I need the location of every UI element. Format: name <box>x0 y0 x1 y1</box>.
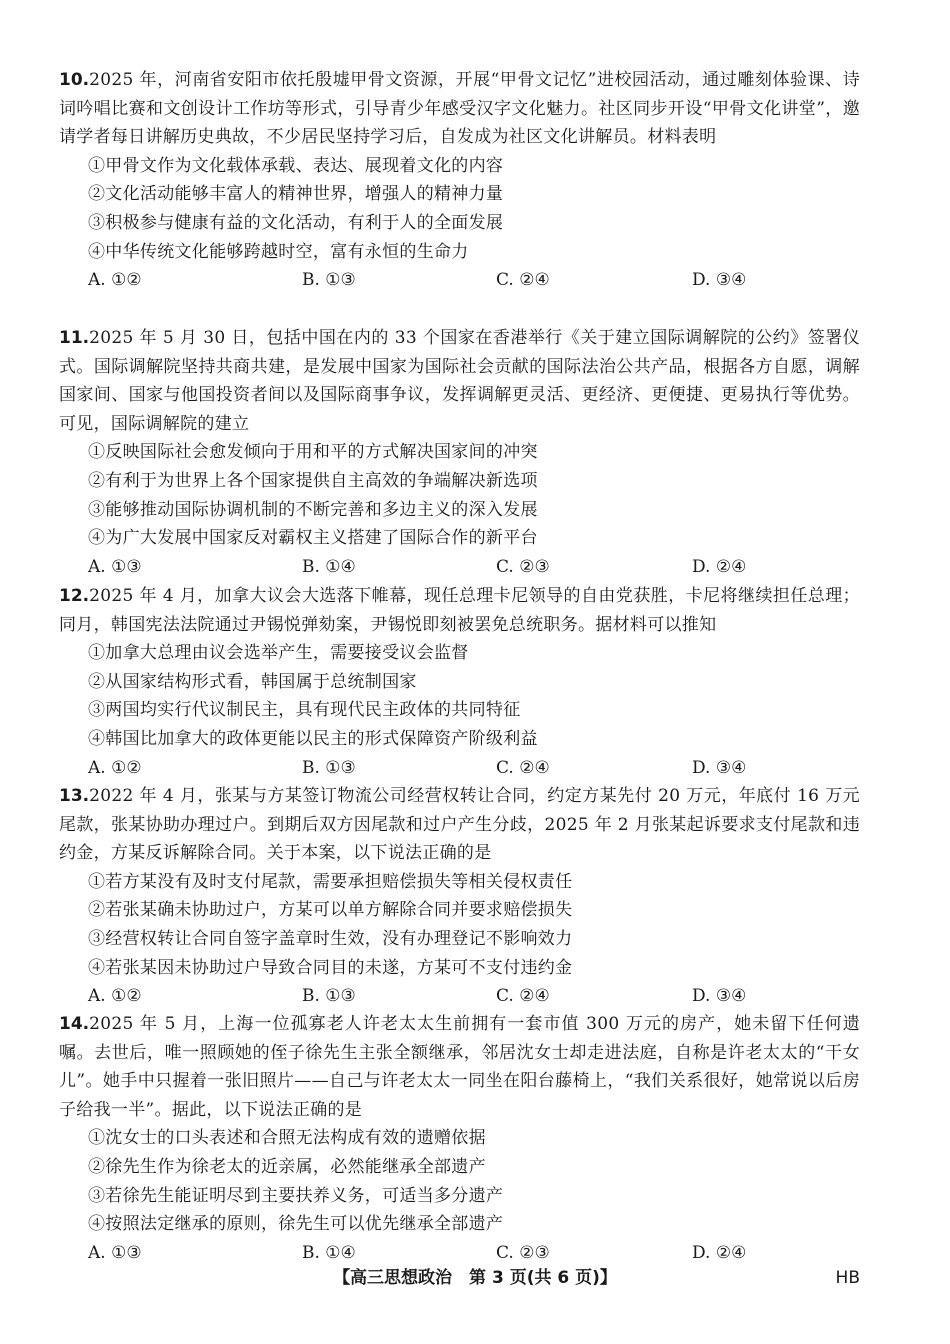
footer-title: 【高三思想政治 第 3 页(共 6 页)】 <box>333 1268 617 1288</box>
option-a[interactable]: A. ①② <box>88 757 142 778</box>
question-text: 2025 年，河南省安阳市依托殷墟甲骨文资源，开展“甲骨文记忆”进校园活动，通过雕刻体验课、诗词吟唱比赛和文创设计工作坊等形式，引导青少年感受汉字文化魅力。社区同步开设“甲骨文化讲堂”，邀请学者每日讲解历史典故，不少居民坚持学习后，自发成为社区文化讲解员。材料表明 <box>59 70 860 148</box>
question-number: 10. <box>59 70 90 90</box>
option-d[interactable]: D. ②④ <box>692 1242 747 1263</box>
question-stem <box>59 324 860 438</box>
question-stem <box>59 782 860 868</box>
statement-1: ①甲骨文作为文化载体承载、表达、展现着文化的内容 <box>88 155 504 176</box>
question-13 <box>59 782 860 1011</box>
answer-options <box>88 982 860 1011</box>
statement-4: ④韩国比加拿大的政体更能以民主的形式保障资产阶级利益 <box>88 728 538 749</box>
statement-2: ②有利于为世界上各个国家提供自主高效的争端解决新选项 <box>88 470 538 491</box>
statement-2: ②若张某确未协助过户，方某可以单方解除合同并要求赔偿损失 <box>88 900 573 921</box>
statement-1: ①反映国际社会愈发倾向于用和平的方式解决国家间的冲突 <box>88 442 538 463</box>
question-10 <box>59 66 860 295</box>
option-c[interactable]: C. ②③ <box>496 1242 550 1263</box>
question-number: 14. <box>59 1014 90 1034</box>
answer-options <box>88 553 860 582</box>
statement-4: ④为广大发展中国家反对霸权主义搭建了国际合作的新平台 <box>88 528 538 549</box>
statement-3: ③经营权转让合同自签字盖章时生效，没有办理登记不影响效力 <box>88 928 573 949</box>
question-text: 2025 年 4 月，加拿大议会大选落下帷幕，现任总理卡尼领导的自由党获胜，卡尼将继续担任总理；同月，韩国宪法法院通过尹锡悦弹劾案，尹锡悦即刻被罢免总统职务。据材料可以推知 <box>59 586 860 635</box>
statement-1: ①沈女士的口头表述和合照无法构成有效的遗赠依据 <box>88 1128 486 1149</box>
statement-1: ①若方某没有及时支付尾款，需要承担赔偿损失等相关侵权责任 <box>88 871 573 892</box>
statement-4: ④若张某因未协助过户导致合同目的未遂，方某可不支付违约金 <box>88 957 573 978</box>
answer-options <box>88 266 860 295</box>
statement-3: ③能够推动国际协调机制的不断完善和多边主义的深入发展 <box>88 499 538 520</box>
statement-3: ③积极参与健康有益的文化活动，有利于人的全面发展 <box>88 212 504 233</box>
option-c[interactable]: C. ②④ <box>496 986 550 1007</box>
question-14 <box>59 1010 860 1267</box>
option-b[interactable]: B. ①④ <box>302 556 356 577</box>
option-d[interactable]: D. ③④ <box>692 270 747 291</box>
option-b[interactable]: B. ①④ <box>302 1242 356 1263</box>
option-a[interactable]: A. ①③ <box>88 1242 142 1263</box>
question-12 <box>59 582 860 782</box>
statement-1: ①加拿大总理由议会选举产生，需要接受议会监督 <box>88 643 469 664</box>
option-d[interactable]: D. ③④ <box>692 757 747 778</box>
option-b[interactable]: B. ①③ <box>302 270 356 291</box>
option-b[interactable]: B. ①③ <box>302 986 356 1007</box>
statement-2: ②徐先生作为徐老太的近亲属，必然能继承全部遗产 <box>88 1156 486 1177</box>
option-c[interactable]: C. ②③ <box>496 556 550 577</box>
question-stem <box>59 66 860 152</box>
option-b[interactable]: B. ①③ <box>302 757 356 778</box>
question-11 <box>59 324 860 581</box>
option-d[interactable]: D. ②④ <box>692 556 747 577</box>
question-text: 2022 年 4 月，张某与方某签订物流公司经营权转让合同，约定方某先付 20 万元，年底付 16 万元尾款，张某协助办理过户。到期后双方因尾款和过户产生分歧，2025 年 2 月张某起诉要求支付尾款和违约金，方某反诉解除合同。关于本案，以下说法正确的是 <box>59 786 860 864</box>
statement-2: ②从国家结构形式看，韩国属于总统制国家 <box>88 671 417 692</box>
statement-3: ③若徐先生能证明尽到主要扶养义务，可适当多分遗产 <box>88 1185 504 1206</box>
option-a[interactable]: A. ①③ <box>88 556 142 577</box>
question-number: 12. <box>59 586 90 606</box>
question-text: 2025 年 5 月 30 日，包括中国在内的 33 个国家在香港举行《关于建立国际调解院的公约》签署仪式。国际调解院坚持共商共建，是发展中国家为国际社会贡献的国际法治公共产品，根据各方自愿，调解国家间、国家与他国投资者间以及国际商事争议，发挥调解更灵活、更经济、更便捷、更易执行等优势。可见，国际调解院的建立 <box>59 328 860 434</box>
option-d[interactable]: D. ③④ <box>692 986 747 1007</box>
statement-2: ②文化活动能够丰富人的精神世界，增强人的精神力量 <box>88 184 504 205</box>
answer-options <box>88 754 860 783</box>
option-a[interactable]: A. ①② <box>88 270 142 291</box>
statement-4: ④按照法定继承的原则，徐先生可以优先继承全部遗产 <box>88 1214 504 1235</box>
option-c[interactable]: C. ②④ <box>496 270 550 291</box>
question-stem <box>59 582 860 639</box>
question-number: 13. <box>59 786 90 806</box>
footer-code: HB <box>835 1268 860 1288</box>
statement-4: ④中华传统文化能够跨越时空，富有永恒的生命力 <box>88 241 469 262</box>
question-text: 2025 年 5 月，上海一位孤寡老人许老太太生前拥有一套市值 300 万元的房产，她未留下任何遗嘱。去世后，唯一照顾她的侄子徐先生主张全额继承，邻居沈女士却走进法庭，自称是许老太太的“干女儿”。她手中只握着一张旧照片——自己与许老太太一同坐在阳台藤椅上，“我们关系很好，她常说以后房子给我一半”。据此，以下说法正确的是 <box>59 1014 860 1120</box>
question-stem <box>59 1010 860 1124</box>
option-c[interactable]: C. ②④ <box>496 757 550 778</box>
page-footer <box>0 1264 950 1292</box>
question-number: 11. <box>59 328 90 348</box>
statement-3: ③两国均实行代议制民主，具有现代民主政体的共同特征 <box>88 700 521 721</box>
option-a[interactable]: A. ①② <box>88 986 142 1007</box>
